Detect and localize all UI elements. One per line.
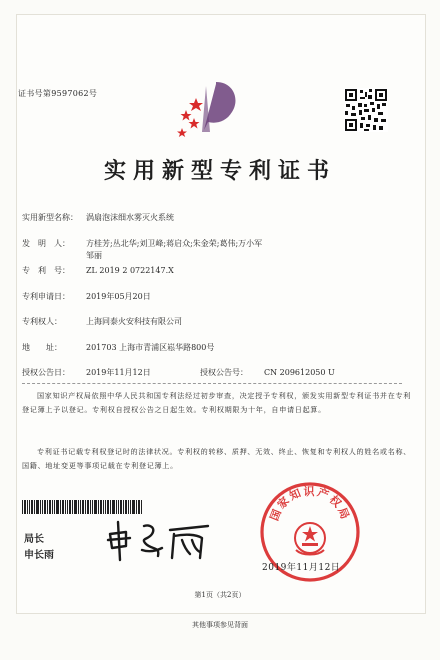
seal-date: 2019年11月12日 [262,563,341,573]
signer-name: 申长雨 [24,550,54,561]
document-title: 实用新型专利证书 [103,158,336,184]
signer-title: 局长 [24,534,44,545]
patent-number-field [22,265,174,276]
inventors-field-continued [86,250,102,261]
signature-icon [104,516,224,564]
inventors-field [22,238,262,249]
qr-code-icon [344,88,388,132]
certificate-number: 证书号第9597062号 [18,89,98,98]
barcode-icon [22,500,142,514]
field-label: 授权公告号： [200,368,248,377]
field-label: 地 址： [22,343,62,352]
page-indicator: 第1页（共2页） [194,591,246,599]
field-value: 方桂芳;丛北华;刘卫峰;蒋启众;朱金荣;葛伟;万小军 [86,239,263,248]
filing-date-field [22,291,151,302]
field-value: CN 209612050 U [264,368,335,377]
statement-paragraph: 国家知识产权局依照中华人民共和国专利法经过初步审查，决定授予专利权，颁发实用新型专利证书并在专利登记簿上予以登记。专利权自授权公告之日起生效。专利权期限为十年，自申请日起算。 [22,391,412,415]
national-emblem-icon [295,523,325,555]
field-label: 专 利 号： [22,266,70,275]
seal-text: 国家知识产权局 [267,484,353,523]
field-value: 2019年05月20日 [86,292,151,301]
field-value: ZL 2019 2 0722147.X [86,266,174,275]
cnipa-emblem-icon [176,72,246,142]
field-label: 实用新型名称： [22,213,78,222]
statement-paragraph: 专利证书记载专利权登记时的法律状况。专利权的转移、质押、无效、终止、恢复和专利权人的姓名或名称、国籍、地址变更等事项记载在专利登记簿上。 [22,447,412,471]
patentee-field [22,316,182,327]
footer-note: 其他事项参见背面 [192,621,248,629]
field-label: 发 明 人： [22,239,70,248]
address-field [22,342,214,353]
field-label: 授权公告日： [22,368,70,377]
field-value: 2019年11月12日 [86,368,151,377]
field-label: 专利权人： [22,317,62,326]
field-value: 上海同泰火安科技有限公司 [86,317,182,326]
field-label: 专利申请日： [22,292,70,301]
field-value: 邹丽 [86,251,102,260]
field-value: 涡扇泡沫细水雾灭火系统 [86,213,174,222]
utility-model-name-field [22,212,174,223]
grant-date-field [22,367,335,378]
divider [22,383,402,384]
field-value: 201703 上海市青浦区崧华路800号 [86,343,215,352]
